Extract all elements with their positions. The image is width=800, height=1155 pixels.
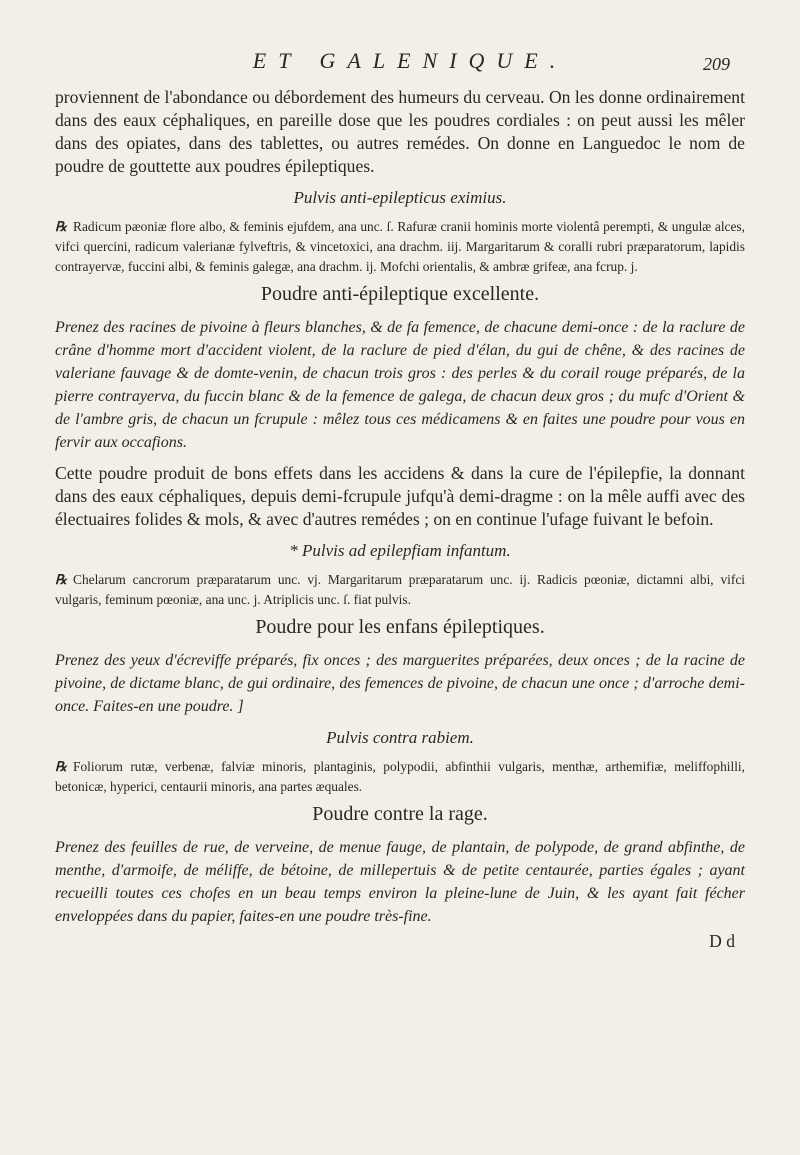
- recipe-symbol-icon: ℞: [55, 759, 68, 774]
- page-header: [0, 48, 800, 78]
- recipe-french-text: Prenez des racines de pivoine à fleurs blanches, & de fa femence, de chacune demi-once : de la raclure de crâne d'homme mort d'accident violent, de la raclure de pied d'élan, du gui de chêne, & des racines de valeriane fauvage & de domte-venin, de chacun trois gros : des perles & du corail rouge préparés, de la pierre contrayerva, du fuccin blanc & de la femence de galega, de chacun deux gros ; du mufc d'Orient & de l'ambre gris, de chacun un fcrupule : mêlez tous ces médicamens & en faites une poudre pour vous en fervir aux occafions.: [55, 319, 745, 451]
- recipe-symbol-icon: ℞: [55, 219, 68, 234]
- recipe-latin-body: Chelarum cancrorum præparatarum unc. vj. Margaritarum præparatarum unc. ij. Radicis pœoniæ, dictamni albi, vifci vulgaris, feminum pœoniæ, ana unc. j. Atriplicis unc. ſ. fiat pulvis.: [55, 572, 745, 607]
- recipe-french-title: Poudre pour les enfans épileptiques.: [255, 616, 545, 638]
- page-number: 209: [703, 54, 730, 74]
- recipe-french-text: Prenez des feuilles de rue, de verveine, de menue fauge, de plantain, de polypode, de grand abfinthe, de menthe, d'armoife, de méliffe, de bétoine, de millepertuis & de petite centaurée, parties égales ; ayant recueilli toutes ces chofes en un beau temps environ la pleine-lune de Juin, & les ayant fait fécher enveloppées dans du papier, faites-en une poudre très-fine.: [55, 839, 745, 925]
- recipe-latin-text: [55, 570, 745, 610]
- recipe-latin-text: [55, 757, 745, 797]
- recipe-latin-body: Foliorum rutæ, verbenæ, falviæ minoris, plantaginis, polypodii, abfinthii vulgaris, menthæ, arthemifiæ, meliffophilli, betonicæ, hyperici, centaurii minoris, ana partes æquales.: [55, 759, 745, 794]
- recipe-french-title: Poudre anti-épileptique excellente.: [260, 283, 540, 305]
- recipe-french-text: Prenez des yeux d'écreviffe préparés, fix onces ; des marguerites préparées, deux onces ; de la racine de pivoine, de dictame blanc, de gui ordinaire, des femences de pivoine, de chacun une once ; d'arroche demi-once. Faites-en une poudre. ]: [55, 652, 745, 715]
- recipe-latin-title: Pulvis anti-epilepticus eximius.: [293, 188, 507, 207]
- recipe-latin-body: Radicum pæoniæ flore albo, & feminis ejufdem, ana unc. ſ. Rafuræ cranii hominis morte violentâ perempti, & ungulæ alces, vifci quercini, radicum valerianæ fylveftris, & vincetoxici, ana drachm. iij. Margaritarum & coralli rubri præparatorum, lapidis contrayervæ, fuccini albi, & feminis galegæ, ana drachm. ij. Mofchi orientalis, & ambræ grifeæ, ana fcrup. j.: [55, 219, 745, 274]
- paragraph-usage: Cette poudre produit de bons effets dans les accidens & dans la cure de l'épilepfie, la donnant dans des eaux céphaliques, depuis demi-fcrupule jufqu'à demi-dragme : on la mêle auffi avec des électuaires folides & mols, & avec d'autres remédes ; on en continue l'ufage fuivant le befoin.: [55, 463, 745, 529]
- catchword: D d: [709, 931, 735, 951]
- recipe-symbol-icon: ℞: [55, 572, 68, 587]
- recipe-latin-title: Pulvis contra rabiem.: [326, 728, 474, 747]
- recipe-french-title: Poudre contre la rage.: [312, 803, 488, 825]
- recipe-latin-text: [55, 217, 745, 277]
- running-title: ET GALENIQUE.: [252, 48, 568, 73]
- paragraph-intro: proviennent de l'abondance ou débordement des humeurs du cerveau. On les donne ordinairement dans des eaux céphaliques, en pareille dose que les poudres cordiales : on peut aussi les mêler dans des opiates, dans des tablettes, ou autres remédes. On donne en Languedoc le nom de poudre de gouttette aux poudres épileptiques.: [55, 87, 745, 176]
- recipe-latin-title: * Pulvis ad epilepfiam infantum.: [289, 541, 511, 560]
- page-body: [55, 86, 745, 953]
